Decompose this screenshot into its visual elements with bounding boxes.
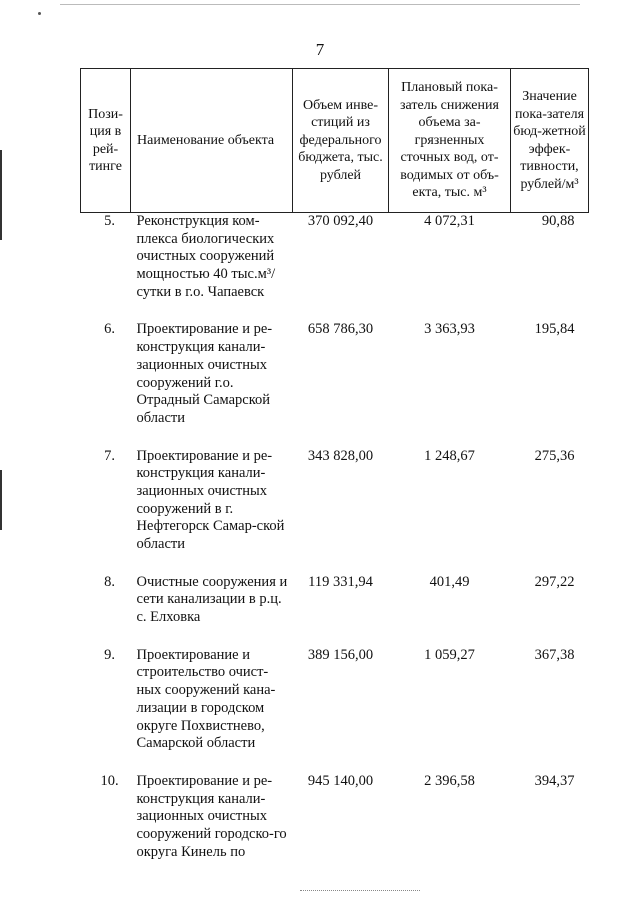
cell-reduction: 1 248,67 (424, 447, 475, 464)
page-number: 7 (315, 40, 325, 59)
cell-name: Проектирование и ре-конструкция канали-зационных очистных сооружений г.о. Отрадный Самарской области (136, 321, 273, 426)
cell-position: 9. (104, 646, 115, 663)
cell-investment: 658 786,30 (307, 321, 374, 338)
cell-reduction: 3 363,93 (424, 321, 475, 338)
cell-reduction: 4 072,31 (424, 213, 475, 229)
scan-artifact-line (60, 4, 580, 5)
cell-investment: 389 156,00 (307, 646, 374, 663)
cell-reduction: 401,49 (429, 573, 470, 590)
cell-reduction: 1 059,27 (424, 646, 475, 663)
table-row (81, 647, 589, 773)
header-name: Наименование объекта (131, 69, 293, 213)
cell-name: Очистные сооружения и сети канализации в р.ц. с. Елховка (136, 573, 288, 626)
cell-efficiency: 394,37 (534, 772, 575, 789)
cell-investment: 119 331,94 (308, 573, 373, 590)
cell-investment: 343 828,00 (307, 447, 374, 464)
cell-position: 8. (104, 573, 115, 590)
header-position: Пози-ция в рей-тинге (81, 69, 131, 213)
table-row (81, 574, 589, 647)
table-row (81, 773, 589, 881)
scan-artifact-left-mark (0, 150, 2, 240)
cell-position: 5. (104, 213, 115, 229)
cell-name: Проектирование и строительство очист-ных сооружений кана-лизации в городском округе Похвистнево, Самарской области (136, 646, 276, 752)
cell-efficiency: 195,84 (534, 321, 575, 338)
table-row (81, 213, 589, 322)
header-investment: Объем инве-стиций из федерального бюджета, тыс. рублей (293, 69, 389, 213)
scan-artifact-left-mark (0, 470, 2, 530)
cell-name: Проектирование и ре-конструкция канали-зационных очистных сооружений в г. Нефтегорск Самар-ской области (136, 447, 285, 552)
cell-name: Проектирование и ре-конструкция канали-зационных очистных сооружений городско-го округа Кинель по (136, 772, 287, 860)
rating-table (80, 68, 589, 881)
cell-efficiency: 297,22 (534, 573, 575, 590)
cell-reduction: 2 396,58 (424, 772, 475, 789)
cell-investment: 945 140,00 (307, 772, 374, 789)
header-reduction: Плановый пока-затель снижения объема за-грязненных сточных вод, от-водимых от объ-екта, тыс. м³ (389, 69, 511, 213)
cell-position: 6. (104, 321, 115, 338)
cell-efficiency: 367,38 (534, 646, 575, 663)
table-row (81, 448, 589, 574)
scan-artifact-footer (300, 884, 420, 891)
scan-artifact-dot (38, 12, 41, 15)
table-header-row (81, 69, 589, 213)
cell-efficiency: 275,36 (534, 447, 575, 464)
cell-position: 7. (104, 447, 115, 464)
cell-investment: 370 092,40 (307, 213, 374, 229)
header-efficiency: Значение пока-зателя бюд-жетной эффек-тивности, рублей/м³ (511, 69, 589, 213)
cell-efficiency: 90,88 (541, 213, 575, 229)
cell-name: Реконструкция ком-плекса биологических очистных сооружений мощностью 40 тыс.м³/сутки в г.о. Чапаевск (136, 213, 276, 300)
cell-position: 10. (100, 772, 119, 789)
table-row (81, 321, 589, 447)
